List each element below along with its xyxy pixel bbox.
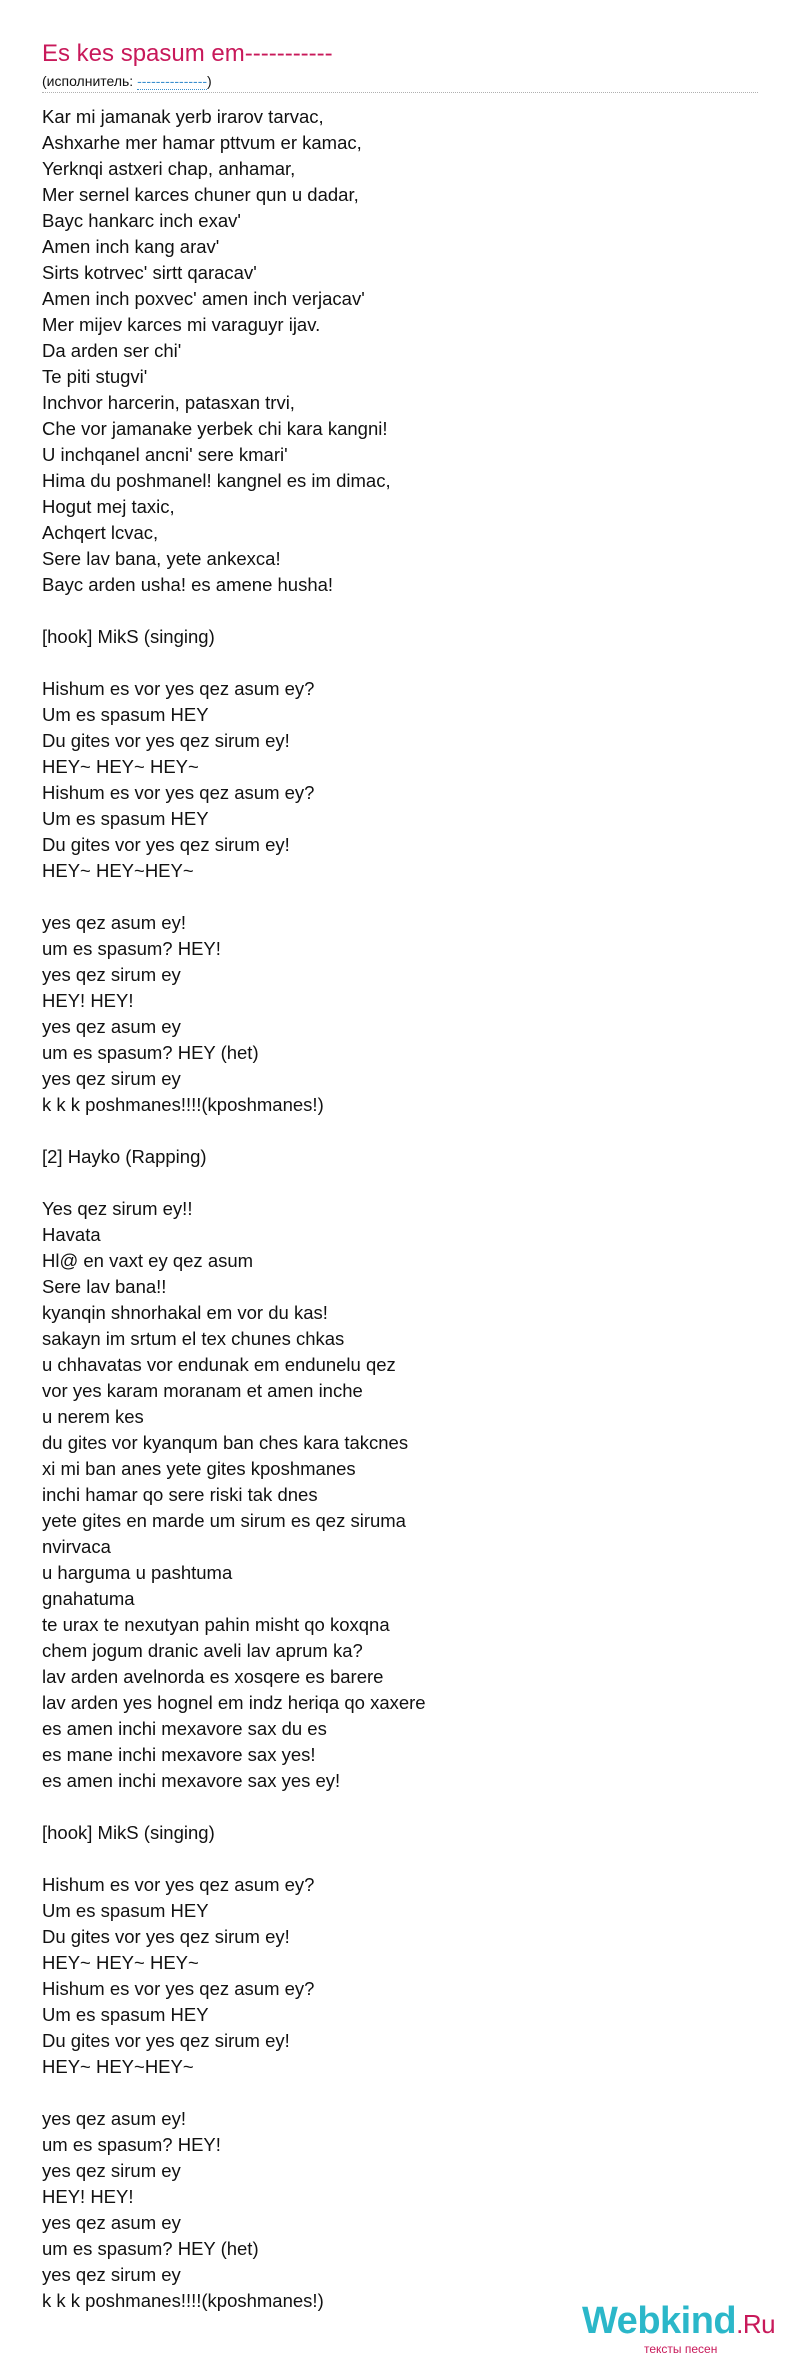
lyric-line: Sere lav bana!! xyxy=(42,1276,167,1297)
lyric-line: Yerknqi astxeri chap, anhamar, xyxy=(42,158,296,179)
artist-suffix: ) xyxy=(207,73,212,89)
lyric-line: yes qez sirum ey xyxy=(42,1068,181,1089)
lyric-line: du gites vor kyanqum ban ches kara takcnes xyxy=(42,1432,409,1453)
lyric-line: te urax te nexutyan pahin misht qo koxqna xyxy=(42,1614,390,1635)
lyric-line: nvirvaca xyxy=(42,1536,111,1557)
lyric-line: yes qez asum ey xyxy=(42,2212,181,2233)
lyric-line: [2] Hayko (Rapping) xyxy=(42,1146,207,1167)
lyric-line: es mane inchi mexavore sax yes! xyxy=(42,1744,316,1765)
lyric-line: HEY~ HEY~ HEY~ xyxy=(42,1952,199,1973)
logo-wordmark xyxy=(582,2298,775,2347)
lyric-line: yete gites en marde um sirum es qez siruma xyxy=(42,1510,406,1531)
lyric-line: Du gites vor yes qez sirum ey! xyxy=(42,730,290,751)
logo-brand: Webkind xyxy=(582,2300,737,2342)
lyric-line: Hishum es vor yes qez asum ey? xyxy=(42,1874,315,1895)
lyric-line: yes qez asum ey! xyxy=(42,912,186,933)
lyric-line: Mer mijev karces mi varaguyr ijav. xyxy=(42,314,321,335)
lyric-line: inchi hamar qo sere riski tak dnes xyxy=(42,1484,318,1505)
lyric-line: k k k poshmanes!!!!(kposhmanes!) xyxy=(42,2290,324,2311)
logo-tagline: тексты песен xyxy=(644,2342,718,2356)
lyric-line: Du gites vor yes qez sirum ey! xyxy=(42,834,290,855)
lyric-line: yes qez sirum ey xyxy=(42,964,181,985)
lyric-line: es amen inchi mexavore sax du es xyxy=(42,1718,327,1739)
lyric-line: HEY~ HEY~HEY~ xyxy=(42,2056,194,2077)
lyric-line: sakayn im srtum el tex chunes chkas xyxy=(42,1328,345,1349)
lyric-line: Kar mi jamanak yerb irarov tarvac, xyxy=(42,106,324,127)
lyric-line: yes qez sirum ey xyxy=(42,2160,181,2181)
lyric-line: gnahatuma xyxy=(42,1588,135,1609)
lyric-line: yes qez sirum ey xyxy=(42,2264,181,2285)
lyric-line: Sirts kotrvec' sirtt qaracav' xyxy=(42,262,257,283)
lyric-line: um es spasum? HEY (het) xyxy=(42,2238,259,2259)
lyric-line: Inchvor harcerin, patasxan trvi, xyxy=(42,392,295,413)
lyric-line: HEY! HEY! xyxy=(42,990,134,1011)
lyric-line: vor yes karam moranam et amen inche xyxy=(42,1380,363,1401)
blank-line xyxy=(42,1170,758,1196)
lyric-line: Du gites vor yes qez sirum ey! xyxy=(42,1926,290,1947)
lyric-line: Sere lav bana, yete ankexca! xyxy=(42,548,281,569)
lyric-line: Hl@ en vaxt ey qez asum xyxy=(42,1250,254,1271)
blank-line xyxy=(42,884,758,910)
lyric-line: Bayc hankarc inch exav' xyxy=(42,210,241,231)
lyric-line: yes qez asum ey xyxy=(42,1016,181,1037)
lyric-line: HEY~ HEY~HEY~ xyxy=(42,860,194,881)
lyric-line: Mer sernel karces chuner qun u dadar, xyxy=(42,184,359,205)
lyric-line: U inchqanel ancni' sere kmari' xyxy=(42,444,288,465)
lyric-line: k k k poshmanes!!!!(kposhmanes!) xyxy=(42,1094,324,1115)
lyric-line: um es spasum? HEY (het) xyxy=(42,1042,259,1063)
logo-tld: .Ru xyxy=(736,2309,776,2339)
lyric-line: um es spasum? HEY! xyxy=(42,938,221,959)
lyric-line: lav arden yes hognel em indz heriqa qo xaxere xyxy=(42,1692,426,1713)
blank-line xyxy=(42,1118,758,1144)
lyric-line: HEY! HEY! xyxy=(42,2186,134,2207)
lyric-line: kyanqin shnorhakal em vor du kas! xyxy=(42,1302,328,1323)
blank-line xyxy=(42,2080,758,2106)
lyric-line: u nerem kes xyxy=(42,1406,144,1427)
lyric-line: lav arden avelnorda es xosqere es barere xyxy=(42,1666,384,1687)
lyric-line: Hima du poshmanel! kangnel es im dimac, xyxy=(42,470,391,491)
lyric-line: Um es spasum HEY xyxy=(42,808,209,829)
blank-line xyxy=(42,1846,758,1872)
lyric-line: yes qez asum ey! xyxy=(42,2108,186,2129)
lyric-line: u harguma u pashtuma xyxy=(42,1562,233,1583)
artist-link[interactable]: --------------- xyxy=(137,73,208,89)
webkind-logo[interactable] xyxy=(582,2298,776,2358)
artist-prefix: (исполнитель: xyxy=(42,73,138,89)
lyric-line: xi mi ban anes yete gites kposhmanes xyxy=(42,1458,356,1479)
blank-line xyxy=(42,1794,758,1820)
lyric-line: Du gites vor yes qez sirum ey! xyxy=(42,2030,290,2051)
song-title: Es kes spasum em----------- xyxy=(42,40,333,67)
lyric-line: [hook] MikS (singing) xyxy=(42,1822,215,1843)
lyric-line: Hogut mej taxic, xyxy=(42,496,175,517)
lyric-line: Hishum es vor yes qez asum ey? xyxy=(42,678,315,699)
lyric-line: Um es spasum HEY xyxy=(42,1900,209,1921)
lyric-line: Yes qez sirum ey!! xyxy=(42,1198,193,1219)
artist-line xyxy=(42,72,212,90)
lyric-line: Hishum es vor yes qez asum ey? xyxy=(42,1978,315,1999)
lyric-line: HEY~ HEY~ HEY~ xyxy=(42,756,199,777)
blank-line xyxy=(42,650,758,676)
lyric-line: Bayc arden usha! es amene husha! xyxy=(42,574,334,595)
lyric-line: es amen inchi mexavore sax yes ey! xyxy=(42,1770,341,1791)
lyric-line: Da arden ser chi' xyxy=(42,340,182,361)
divider xyxy=(42,92,758,93)
lyrics-body xyxy=(42,104,758,2314)
lyric-line: Achqert lcvac, xyxy=(42,522,159,543)
lyric-line: Um es spasum HEY xyxy=(42,704,209,725)
lyric-line: um es spasum? HEY! xyxy=(42,2134,221,2155)
lyric-line: Amen inch poxvec' amen inch verjacav' xyxy=(42,288,365,309)
lyric-line: Havata xyxy=(42,1224,101,1245)
lyric-line: Che vor jamanake yerbek chi kara kangni! xyxy=(42,418,388,439)
lyric-line: Hishum es vor yes qez asum ey? xyxy=(42,782,315,803)
lyric-line: u chhavatas vor endunak em endunelu qez xyxy=(42,1354,396,1375)
blank-line xyxy=(42,598,758,624)
lyric-line: Um es spasum HEY xyxy=(42,2004,209,2025)
lyric-line: Te piti stugvi' xyxy=(42,366,148,387)
lyric-line: Amen inch kang arav' xyxy=(42,236,220,257)
lyric-line: Ashxarhe mer hamar pttvum er kamac, xyxy=(42,132,362,153)
lyric-line: [hook] MikS (singing) xyxy=(42,626,215,647)
lyric-line: chem jogum dranic aveli lav aprum ka? xyxy=(42,1640,363,1661)
